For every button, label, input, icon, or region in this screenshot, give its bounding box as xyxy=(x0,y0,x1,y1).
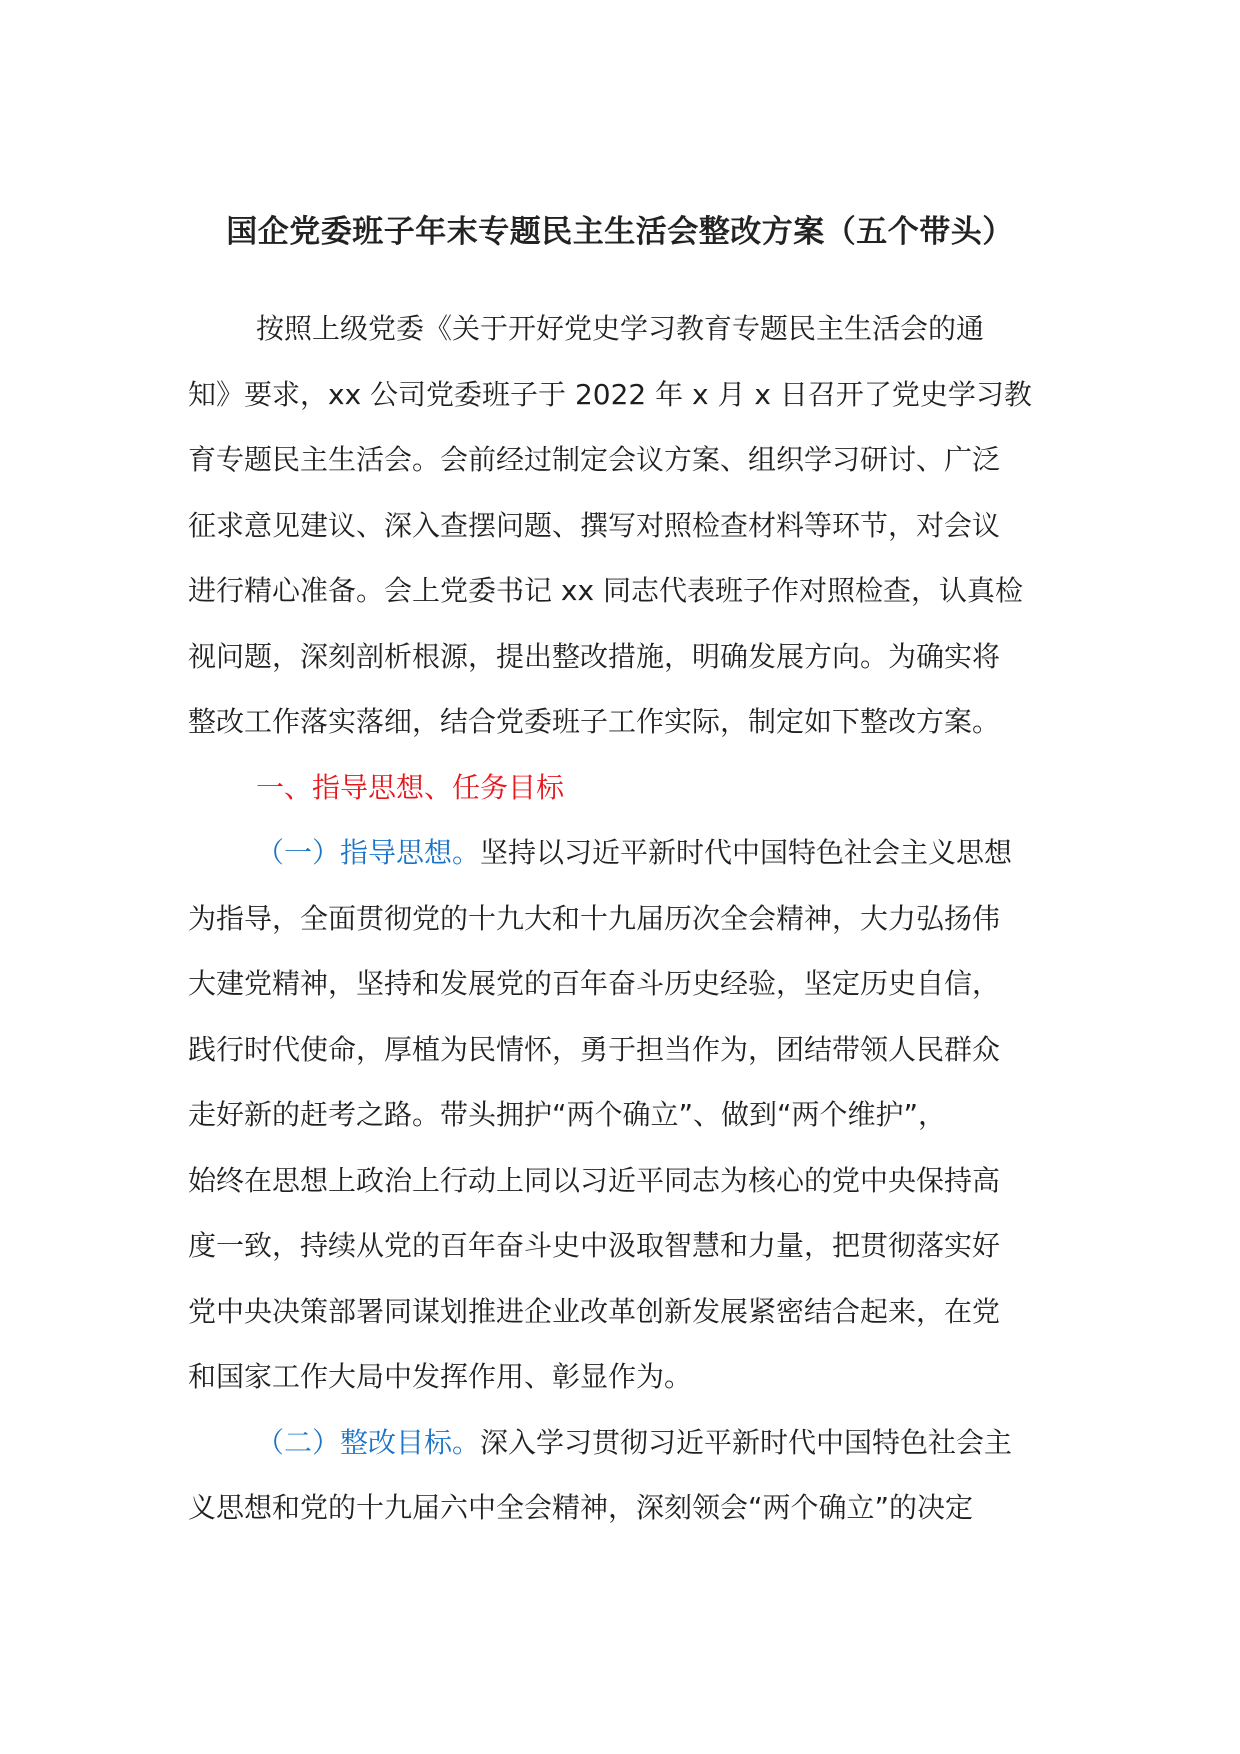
paragraph-line: 践行时代使命，厚植为民情怀，勇于担当作为，团结带领人民群众 xyxy=(188,1032,1001,1066)
paragraph-line: 知》要求，xx 公司党委班子于 2022 年 x 月 x 日召开了党史学习教 xyxy=(188,377,1032,411)
paragraph-line: 征求意见建议、深入查摆问题、撰写对照检查材料等环节，对会议 xyxy=(188,508,1001,542)
paragraph-line: 为指导，全面贯彻党的十九大和十九届历次全会精神，大力弘扬伟 xyxy=(188,901,1001,935)
paragraph-line: 度一致，持续从党的百年奋斗史中汲取智慧和力量，把贯彻落实好 xyxy=(188,1229,1001,1262)
document-body xyxy=(188,296,1060,1541)
paragraph-line: 始终在思想上政治上行动上同以习近平同志为核心的党中央保持高 xyxy=(188,1163,1001,1197)
subsection-first-line xyxy=(188,1410,1060,1476)
paragraph-line: 进行精心准备。会上党委书记 xx 同志代表班子作对照检查，认真检 xyxy=(188,574,1023,607)
paragraph-line: 按照上级党委《关于开好党史学习教育专题民主生活会的通 xyxy=(256,312,985,345)
subsection-text: 坚持以习近平新时代中国特色社会主义思想 xyxy=(480,836,1013,869)
subsection-label: （二）整改目标。 xyxy=(256,1425,481,1459)
section-heading: 一、指导思想、任务目标 xyxy=(256,770,565,804)
subsection-text: 深入学习贯彻习近平新时代中国特色社会主 xyxy=(480,1425,1013,1459)
document-title: 国企党委班子年末专题民主生活会整改方案（五个带头） xyxy=(226,214,1014,250)
paragraph-line: 党中央决策部署同谋划推进企业改革创新发展紧密结合起来，在党 xyxy=(188,1294,1001,1328)
paragraph-line: 大建党精神，坚持和发展党的百年奋斗历史经验，坚定历史自信， xyxy=(188,967,1001,1000)
subsection-label: （一）指导思想。 xyxy=(256,836,481,869)
paragraph-line: 整改工作落实落细，结合党委班子工作实际，制定如下整改方案。 xyxy=(188,705,1001,738)
paragraph-line: 视问题，深刻剖析根源，提出整改措施，明确发展方向。为确实将 xyxy=(188,639,1001,673)
subsection-first-line xyxy=(188,820,1060,886)
paragraph-line: 义思想和党的十九届六中全会精神，深刻领会“两个确立”的决定 xyxy=(188,1491,974,1524)
paragraph-line: 和国家工作大局中发挥作用、彰显作为。 xyxy=(188,1360,693,1393)
paragraph-line: 走好新的赶考之路。带头拥护“两个确立”、做到“两个维护”， xyxy=(188,1098,947,1131)
paragraph-line: 育专题民主生活会。会前经过制定会议方案、组织学习研讨、广泛 xyxy=(188,443,1001,476)
